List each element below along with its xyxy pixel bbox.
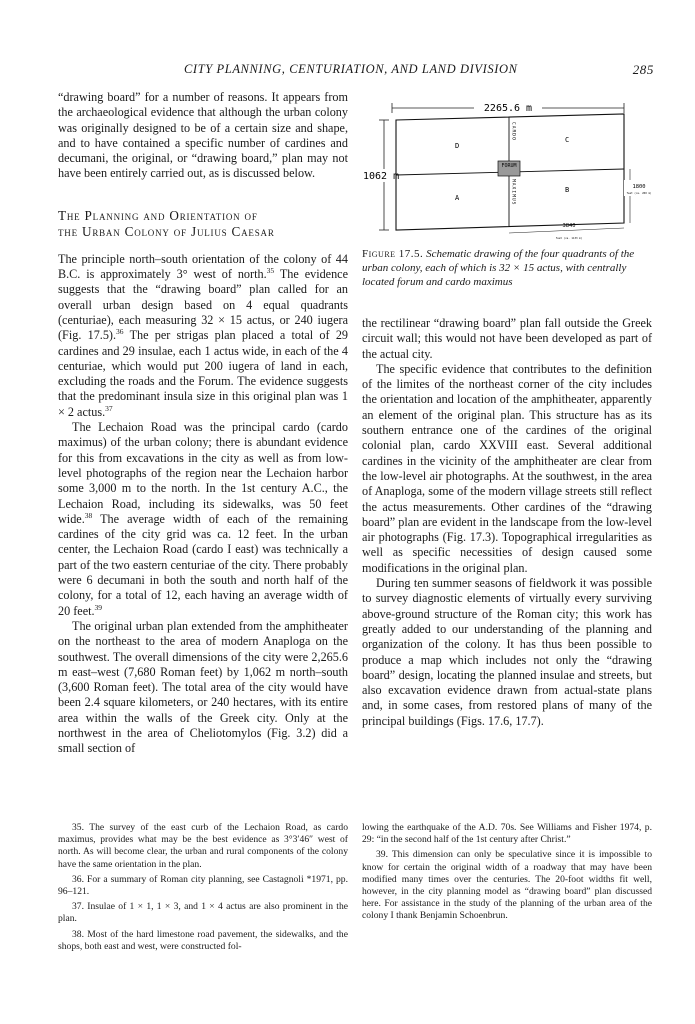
right-column [362, 316, 652, 729]
bottom-dim-value: 3840 [562, 223, 576, 229]
text-run: The evidence suggests that the “drawing board” plan called for an overall urban design based on 4 equal quadrants (centuriae), each measuring 32 × 15 actus, or 240 iugera (Fig. 17.5). [58, 267, 348, 343]
page-number: 285 [632, 62, 654, 77]
text-run: The per strigas plan placed a total of 29 cardines and 29 insulae, each 1 actus wide, in each of the 4 centuriae, which would put 200 iugera of land in each, excluding the roads and the Forum. The evidence suggests that the predominant insula size in this original plan was 1 × 2 actus. [58, 328, 349, 419]
running-title: CITY PLANNING, CENTURIATION, AND LAND DIVISION [184, 62, 518, 76]
bottom-dim-unit: feet (ca. 1133 m) [555, 237, 583, 240]
footnote-ref: 37 [105, 403, 113, 413]
footnote-35: 35. The survey of the east curb of the Lechaion Road, as cardo maximus, provides what may be the best evidence as 3°3′46″ west of north. As will become clear, the urban and rural components of the colony have the same orientation in the plan. [58, 822, 348, 870]
right-dim-unit: feet (ca. 200 m) [626, 192, 652, 195]
footnote-38-continued: lowing the earthquake of the A.D. 70s. See Williams and Fisher 1974, p. 29: “in the second half of the 1st century after Christ.” [362, 822, 652, 846]
footnote-ref: 35 [266, 266, 275, 276]
footnote-ref: 36 [116, 327, 124, 337]
footnote-38: 38. Most of the hard limestone road pavement, the sidewalks, and the shops, both east and west, were constructed fol- [58, 928, 348, 952]
width-label: 2265.6 m [483, 103, 533, 114]
quadrant-label-d: D [455, 142, 460, 150]
paragraph [58, 420, 348, 619]
text-run: The average width of each of the remaining cardines of the city grid was ca. 12 feet. In the urban center, the Lechaion Road (cardo I east) was technically a part of the two eastern centuriae of the city. There probably were 6 decumani in both the south and north half of the colony, for a total of 12, each having an average width of 20 feet. [58, 511, 348, 618]
footnotes-right [362, 822, 652, 926]
forum-label: FORUM [501, 163, 517, 169]
footnote-ref: 39 [94, 602, 103, 612]
height-label: 1062 m [363, 171, 400, 182]
figure-caption [362, 247, 650, 289]
paragraph: The original urban plan extended from the amphitheater on the northeast to the area of modern Anaploga on the southwest. The overall dimensions of the city were 2,265.6 m east–west (7,680 Roman feet) by 1,062 m north–south (3,600 Roman feet). The total area of the city would have been 2.4 square kilometers, or 240 hectares, with its entire area within the walls of the Greek city. Only at the northwest in the area of Cheliotomylos (Fig. 3.2) did a small section of [58, 618, 348, 756]
paragraph: “drawing board” for a number of reasons. It appears from the archaeological evidence that although the urban colony was originally designed to be of a certain size and shape, and to have contained a specific number of cardines and decumani, the original, or “drawing board,” plan may not have been entirely carried out, as is discussed below. [58, 90, 348, 181]
text-run: The principle north–south orientation of the colony of 44 B.C. is approximately 3° west of north. [58, 251, 348, 282]
paragraph: The specific evidence that contributes to the definition of the limites of the northeast corner of the city includes the orientation and location of the amphitheater, apparently an element of the original plan. This structure has as its southern entrance one of the cardines of the original colonial plan, cardo XXVIII east. Several additional cardines in the vicinity of the amphitheater are clear from the low-level air photographs. At the southwest, in the area of Anaploga, some of the modern village streets still reflect the actus measurements. Other cardines of the “drawing board” plan are evident in the landscape from the low-level air photographs (Fig. 17.3). Topographical irregularities as well as specific necessities of design caused some modifications in the original plan. [362, 361, 652, 575]
section-heading [58, 208, 348, 240]
footnote-ref: 38 [84, 510, 93, 520]
footnotes-left [58, 822, 348, 956]
quadrant-label-a: A [455, 194, 460, 202]
paragraph [58, 252, 348, 420]
section-heading-line-2: the Urban Colony of Julius Caesar [58, 223, 275, 239]
maximus-label: MAXIMUS [510, 179, 516, 206]
section-heading-line-1: The Planning and Orientation of [58, 207, 258, 223]
paragraph: During ten summer seasons of fieldwork it was possible to survey diagnostic elements of virtually every surviving above-ground structure of the Roman city; this work has greatly added to our understanding of the planning and organization of the colony. It has thus been possible to produce a map which includes not only the “drawing board” design, locating the planned insulae and streets, but also excavation evidence drawn from actual-state plans and, in some cases, from restored plans of many of the principal buildings (Figs. 17.6, 17.7). [362, 576, 652, 728]
footnote-39: 39. This dimension can only be speculative since it is impossible to know for certain the original width of a roadway that may have been modified many times over the centuries. The 20-foot widths fit well, however, in the city planning model as “drawing board” plan discussed here. For assistance in the study of the planning of the urban area of the colony I thank Benjamin Schoenbrun. [362, 849, 652, 922]
quadrant-label-c: C [565, 136, 570, 144]
right-dim-value: 1800 [632, 184, 646, 190]
paragraph: the rectilinear “drawing board” plan fall outside the Greek circuit wall; this would not have been developed as part of the actual city. [362, 316, 652, 361]
footnote-37: 37. Insulae of 1 × 1, 1 × 3, and 1 × 4 actus are also prominent in the plan. [58, 901, 348, 925]
figure-caption-text: Schematic drawing of the four quadrants of the urban colony, each of which is 32 × 15 actus, with centrally located forum and cardo maximus [362, 248, 635, 288]
footnote-36: 36. For a summary of Roman city planning, see Castagnoli *1971, pp. 96–121. [58, 873, 348, 898]
figure-caption-label: Figure 17.5. [362, 248, 424, 260]
city-plan-diagram [362, 92, 654, 242]
figure-17-5 [362, 92, 654, 242]
quadrant-label-b: B [565, 186, 570, 194]
left-column [58, 90, 348, 757]
text-run: The Lechaion Road was the principal cardo (cardo maximus) of the urban colony; there is abundant evidence for this from excavations in the city as well as from low-level photographs of the region near the Lechaion harbor some 3,000 m to the north. In the 1st century A.C., the Lechaion Road, including its sidewalks, was 50 feet wide. [58, 420, 348, 526]
cardo-label: CARDO [510, 122, 516, 141]
